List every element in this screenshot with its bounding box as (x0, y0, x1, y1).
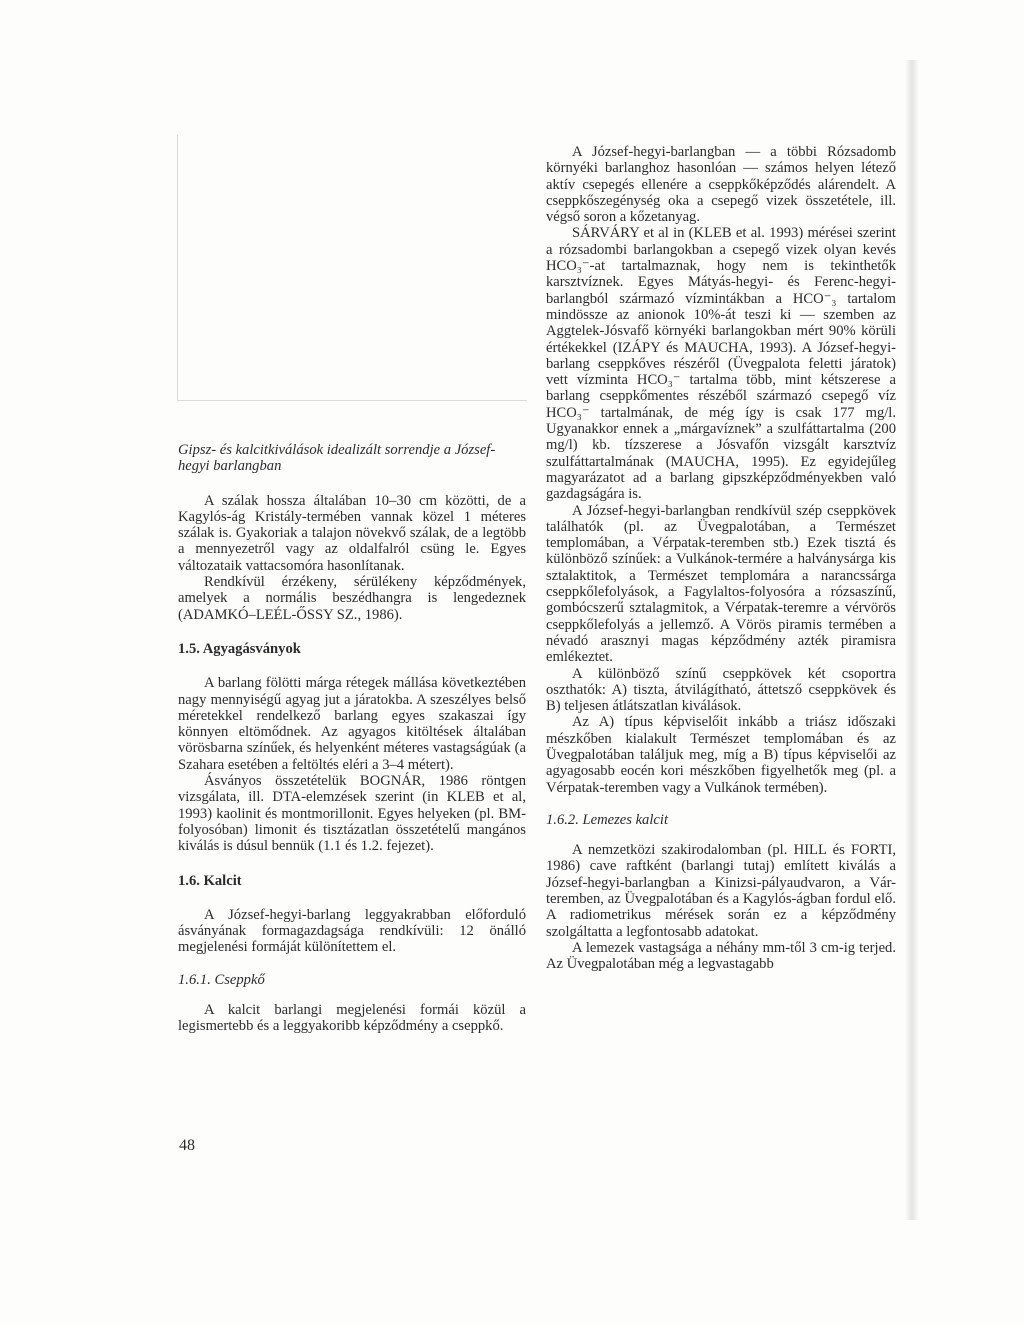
paragraph: A lemezek vastagsága a néhány mm-től 3 cm-ig terjed. Az Üvegpalotában még a legvastagabb (546, 939, 896, 973)
paragraph: Az A) típus képviselőit inkább a triász időszaki mészkőben kialakult Természet templomában és az Üvegpalotában találjuk meg, míg a B) típus képviselői az agyagosabb eocén kori mészkőben figyelhetők meg (pl. a Vérpatak-teremben vagy a Vulkánok termében). (546, 714, 896, 796)
paragraph: A szálak hossza általában 10–30 cm közötti, de a Kagylós-ág Kristály-termében vannak közel 1 méteres szálak is. Gyakoriak a talajon növekvő szálak, de a legtöbb a mennyezetről vagy az oldalfalról csüng le. Egyes változataik vattacsomóra hasonlítanak. (178, 492, 526, 574)
paragraph: A József-hegyi-barlang leggyakrabban előforduló ásványának formagazdagsága rendkívüli: 12 önálló megjelenési formáját különítettem el. (178, 906, 526, 956)
subsection-heading: 1.6.1. Cseppkő (178, 971, 265, 988)
paragraph: A József-hegyi-barlangban rendkívül szép cseppkövek találhatók (pl. az Üvegpalotában, a Természet templomában, a Vérpatak-teremben stb.) Ezek tisztá és különböző színűek: a Vulkánok-termére a halványsárga kis sztalaktitok, a Természet templomára a narancssárga cseppkőlefolyások, a Fagylaltos-folyosóra a rózsaszínű, gombócszerű sztalagmitok, a Vérpatak-teremre a vérvörös cseppkőlefolyás a jellemző. A Vörös piramis termében a névadó arasznyi magas képződmény azték piramisra emlékeztet. (546, 502, 896, 666)
paragraph: SÁRVÁRY et al in (KLEB et al. 1993) mérései szerint a rózsadombi barlangokban a csepegő vizek olyan kevés HCO₃⁻-at tartalmaznak, hogy nem is tekinthetők karsztvíznek. Egyes Mátyás-hegyi- és Ferenc-hegyi-barlangból származó vízmintákban a HCO⁻₃ tartalom mindössze az anionok 10%-át teszi ki — szemben az Aggtelek-Jósvafő környéki barlangokban mért 90% körüli értékekkel (IZÁPY és MAUCHA, 1993). A József-hegyi-barlang cseppkőves részéről (Üvegpalota feletti járatok) vett vízminta HCO₃⁻ tartalma több, mint kétszerese a barlang cseppkőmentes részéből származó csepegő víz HCO₃⁻ tartalmának, de még így is csak 177 mg/l. Ugyanakkor ennek a „márgavíznek” a szulfáttartalma (200 mg/l) kb. tízszerese a Jósvafőn vizsgált karsztvíz szulfáttartalmának (MAUCHA, 1995). Ez egyidejűleg magyarázatot ad a barlang gipszképződményekben való gazdagságára is. (546, 225, 896, 503)
paragraph: A nemzetközi szakirodalomban (pl. HILL és FORTI, 1986) cave raftként (barlangi tutaj) említett kiválás a József-hegyi-barlangban a Kinizsi-pályaudvaron, a Vár-teremben, az Üvegpalotában és a Kagylós-ágban fordul elő. A radiometrikus mérések során ez a képződmény szolgáltatta a legfontosabb adatokat. (546, 842, 896, 940)
page-number: 48 (179, 1137, 195, 1154)
paragraph: Rendkívül érzékeny, sérülékeny képződmények, amelyek a normális beszédhangra is lengedeznek (ADAMKÓ–LEÉL-ŐSSY SZ., 1986). (178, 574, 526, 623)
right-column (546, 144, 896, 973)
section-heading: 1.5. Agyagásványok (178, 640, 301, 657)
subsection-heading: 1.6.2. Lemezes kalcit (546, 811, 668, 828)
paragraph: Ásványos összetételük BOGNÁR, 1986 röntgen vizsgálata, ill. DTA-elemzések szerint (in KLEB et al, 1993) kaolinit és montmorillonit. Egyes helyeken (pl. BM-folyosóban) limonit és tisztázatlan összetételű mangános kiválás is dúsul bennük (1.1 és 1.2. fejezet). (178, 773, 526, 855)
scan-edge-shadow (905, 60, 919, 1220)
section-heading: 1.6. Kalcit (178, 872, 242, 889)
figure-placeholder (177, 135, 527, 401)
paragraph: A barlang fölötti márga rétegek mállása következtében nagy mennyiségű agyag jut a járatokba. A szeszélyes belső méretekkel rendelkező barlang egyes szakaszai így könnyen eltömődnek. Az agyagos kitöltések általában vörösbarna színűek, és helyenként méteres vastagságúak (a Szahara esetében a feltöltés eléri a 3–4 métert). (178, 675, 526, 773)
left-column (178, 442, 526, 1035)
paragraph: A különböző színű cseppkövek két csoportra oszthatók: A) tiszta, átvilágítható, áttetsző cseppkövek és B) teljesen átlátszatlan kiválások. (546, 665, 896, 715)
paragraph: A József-hegyi-barlangban — a többi Rózsadomb környéki barlanghoz hasonlóan — számos helyen létező aktív csepegés ellenére a cseppkőképződés alárendelt. A cseppkőszegénység oka a csepegő vizek összetétele, ill. végső soron a kőzetanyag. (546, 144, 896, 226)
paragraph: A kalcit barlangi megjelenési formái közül a legismertebb és a leggyakoribb képződmény a cseppkő. (178, 1002, 526, 1035)
figure-caption: Gipsz- és kalcitkiválások idealizált sorrendje a József-hegyi barlangban (178, 442, 496, 475)
